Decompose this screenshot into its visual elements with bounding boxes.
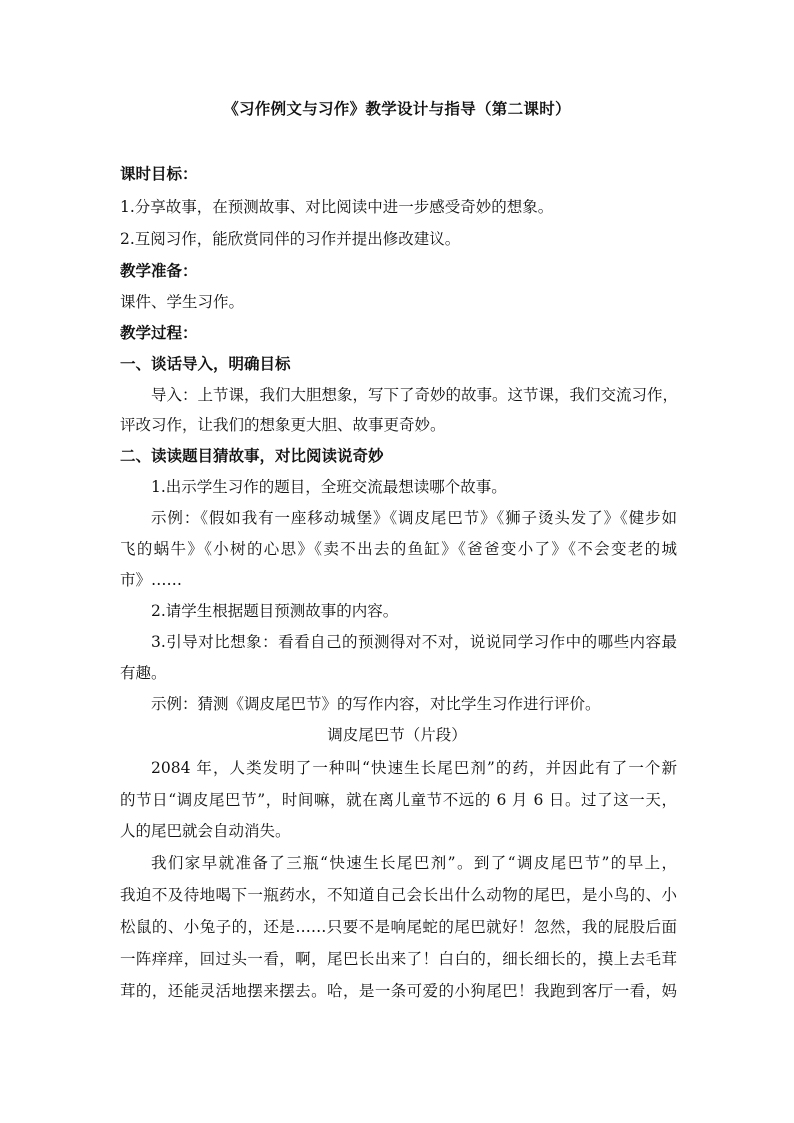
objective-item-1: 1.分享故事，在预测故事、对比阅读中进一步感受奇妙的想象。 bbox=[120, 198, 554, 216]
paragraph-line: 市》…… bbox=[120, 571, 183, 589]
excerpt-line: 我迫不及待地喝下一瓶药水，不知道自己会长出什么动物的尾巴，是小鸟的、小 bbox=[120, 886, 677, 904]
paragraph-line: 评改习作，让我们的想象更大胆、故事更奇妙。 bbox=[120, 416, 446, 434]
step-heading-2: 二、读读题目猜故事，对比阅读说奇妙 bbox=[120, 446, 384, 465]
objective-item-2: 2.互阅习作，能欣赏同伴的习作并提出修改建议。 bbox=[120, 230, 461, 248]
excerpt-title: 调皮尾巴节（片段） bbox=[327, 726, 467, 744]
paragraph-line: 3.引导对比想象：看看自己的预测得对不对，说说同学习作中的哪些内容最 bbox=[151, 633, 677, 651]
paragraph-line: 飞的蜗牛》《小树的心思》《卖不出去的鱼缸》《爸爸变小了》《不会变老的城 bbox=[120, 540, 677, 558]
excerpt-line: 2084 年，人类发明了一种叫“快速生长尾巴剂”的药，并因此有了一个新 bbox=[151, 759, 677, 777]
section-heading-objectives: 课时目标： bbox=[120, 164, 198, 183]
excerpt-line: 茸的，还能灵活地摆来摆去。哈，是一条可爱的小狗尾巴！我跑到客厅一看，妈 bbox=[120, 982, 677, 1000]
excerpt-line: 的节日“调皮尾巴节”，时间嘛，就在离儿童节不远的 6 月 6 日。过了这一天， bbox=[120, 791, 677, 809]
paragraph-line: 导入：上节课，我们大胆想象，写下了奇妙的故事。这节课，我们交流习作， bbox=[151, 386, 679, 404]
preparation-text: 课件、学生习作。 bbox=[120, 293, 245, 311]
section-heading-process: 教学过程： bbox=[120, 323, 198, 342]
paragraph-line: 2.请学生根据题目预测故事的内容。 bbox=[151, 602, 399, 620]
paragraph-line: 1.出示学生习作的题目，全班交流最想读哪个故事。 bbox=[151, 478, 507, 496]
document-title: 《习作例文与习作》教学设计与指导（第二课时） bbox=[223, 99, 571, 118]
paragraph-line: 有趣。 bbox=[120, 664, 167, 682]
excerpt-line: 人的尾巴就会自动消失。 bbox=[120, 822, 291, 840]
paragraph-line: 示例：猜测《调皮尾巴节》的写作内容，对比学生习作进行评价。 bbox=[151, 695, 601, 713]
section-heading-preparation: 教学准备： bbox=[120, 261, 198, 280]
step-heading-1: 一、谈话导入，明确目标 bbox=[120, 354, 291, 373]
excerpt-line: 一阵痒痒，回过头一看，啊，尾巴长出来了！白白的，细长细长的，摸上去毛茸 bbox=[120, 950, 677, 968]
excerpt-line: 我们家早就准备了三瓶“快速生长尾巴剂”。到了“调皮尾巴节”的早上， bbox=[151, 854, 677, 872]
paragraph-line: 示例：《假如我有一座移动城堡》《调皮尾巴节》《狮子烫头发了》《健步如 bbox=[151, 509, 677, 527]
excerpt-line: 松鼠的、小兔子的，还是……只要不是响尾蛇的尾巴就好！忽然，我的屁股后面 bbox=[120, 918, 677, 936]
